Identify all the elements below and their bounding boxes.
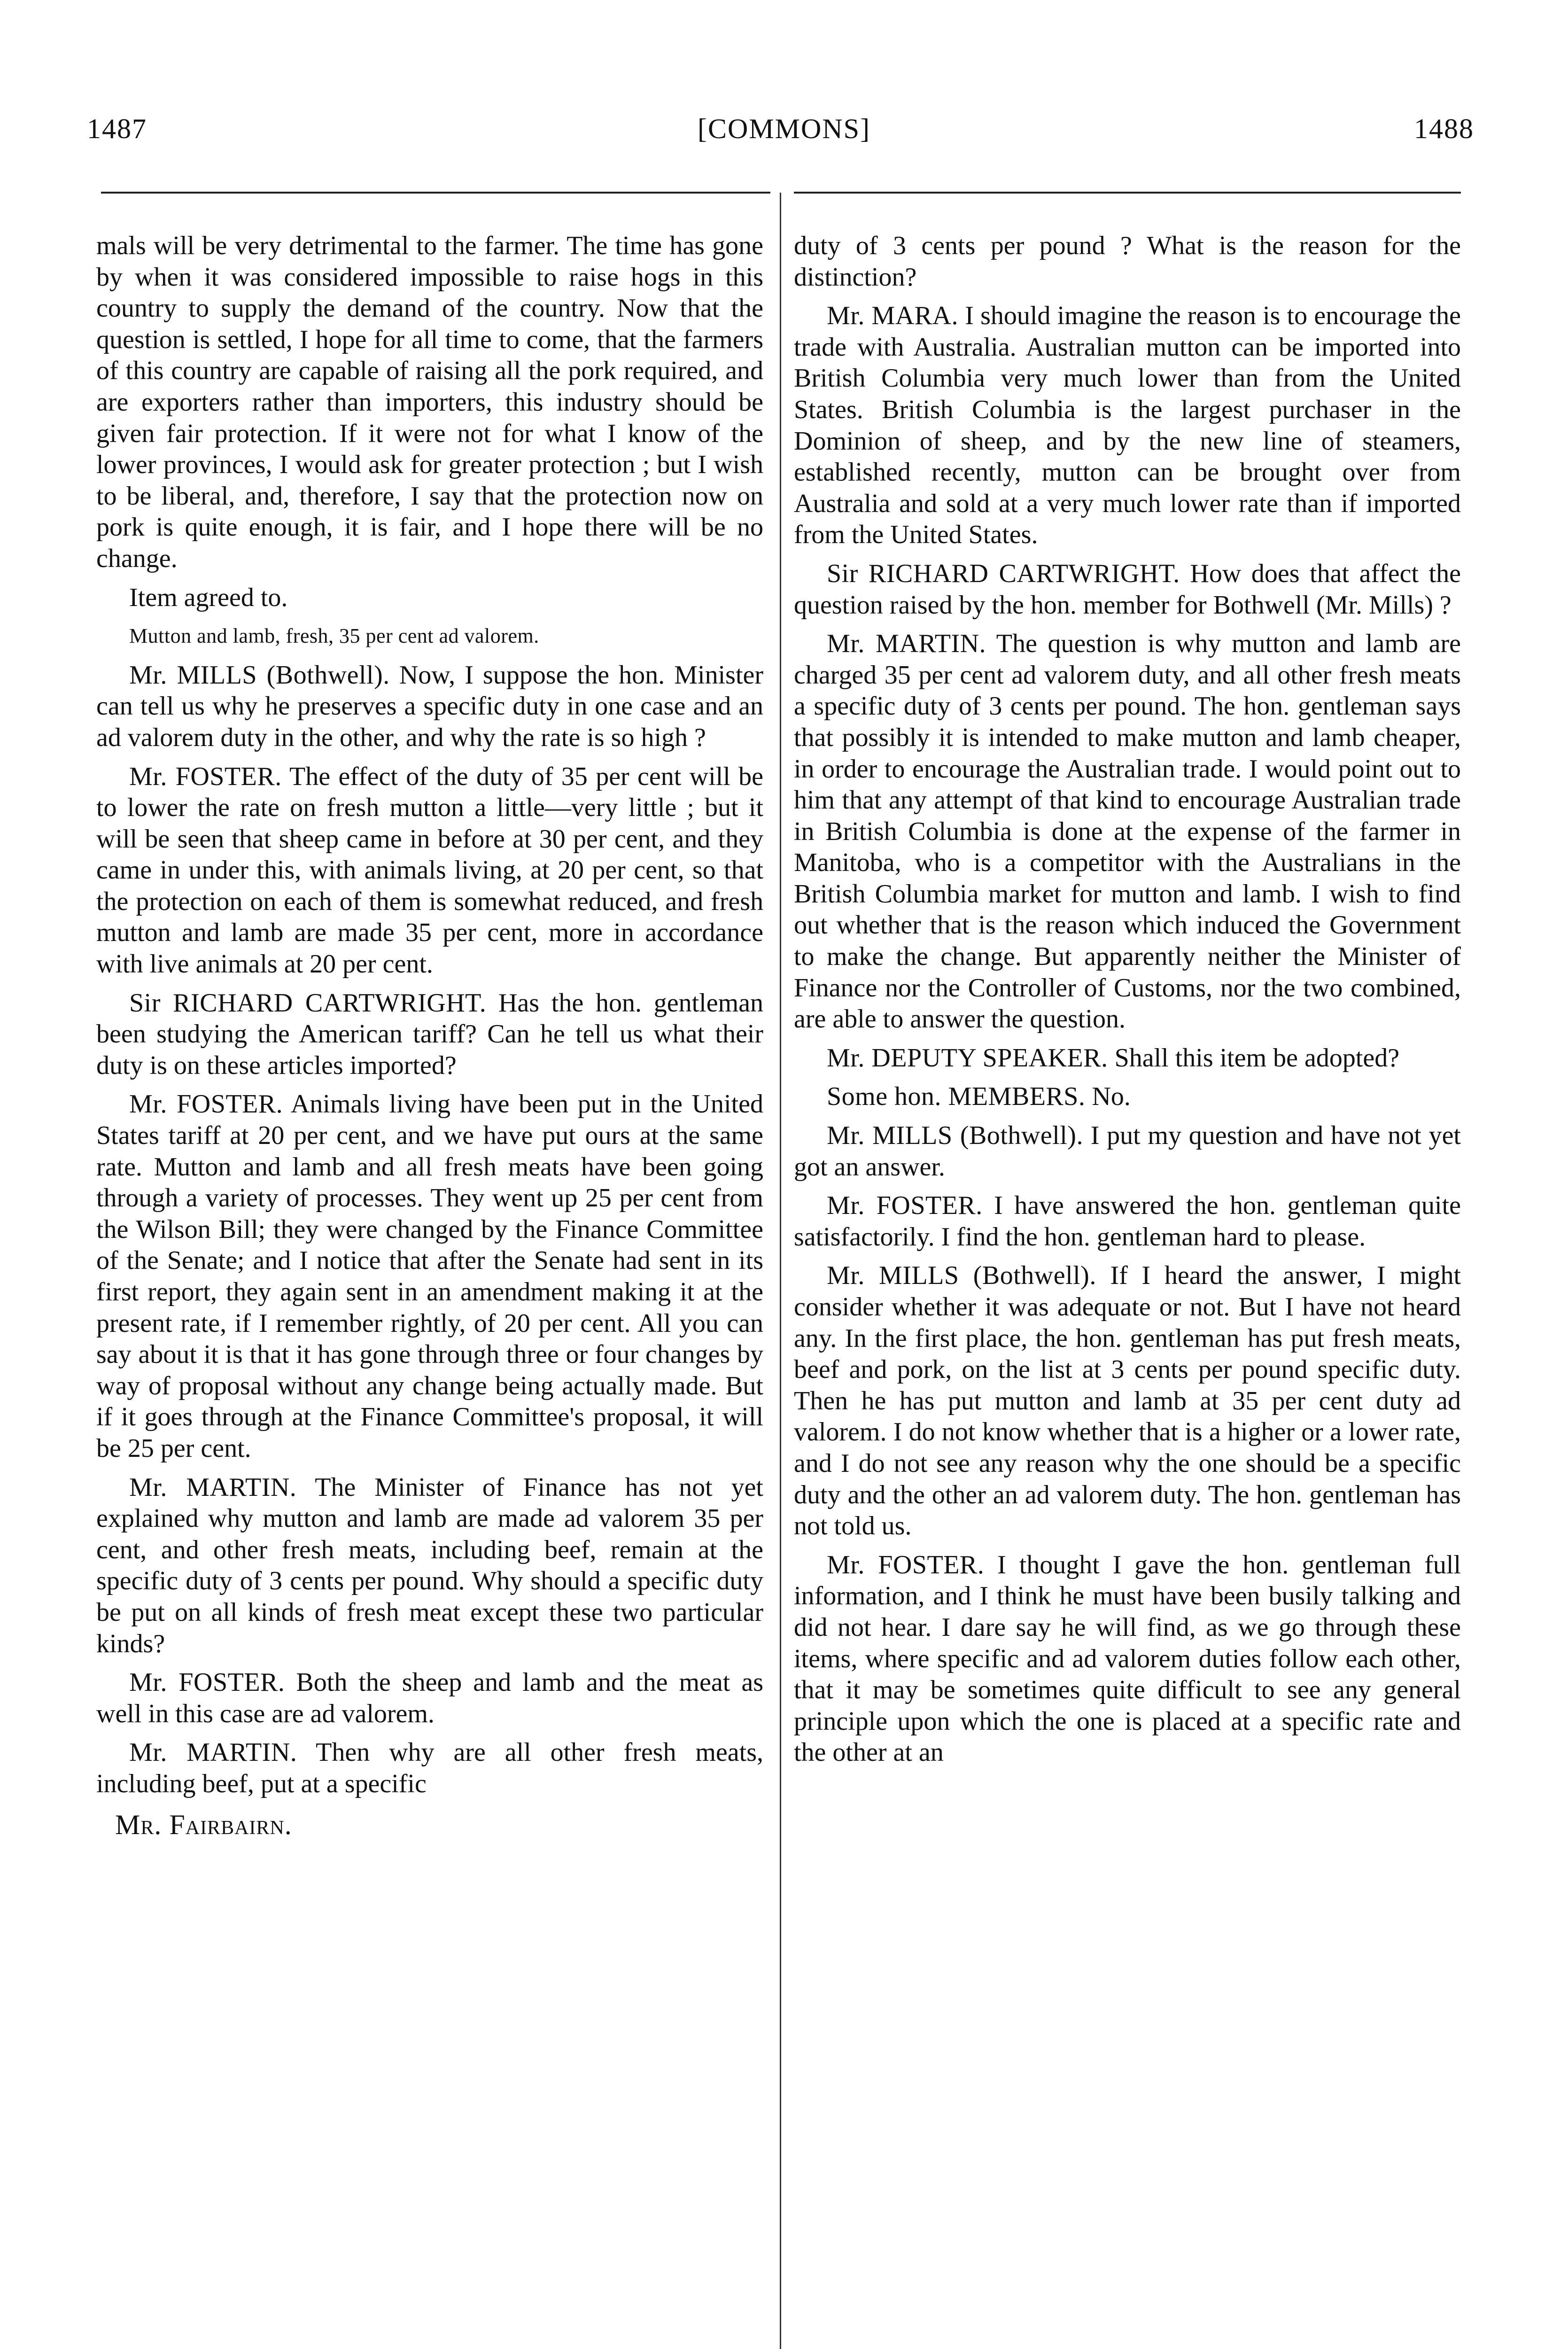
column-divider xyxy=(780,193,781,2349)
speaker-name: Mr. MARA. xyxy=(827,301,959,331)
speech xyxy=(96,1667,763,1729)
page-number-right: 1488 xyxy=(1414,113,1474,144)
speech-text: Shall this item be adopted? xyxy=(1114,1043,1400,1073)
header-rule-left xyxy=(101,192,770,194)
speech xyxy=(794,300,1461,551)
speech-text: I should imagine the reason is to encourage the trade with Australia. Australian mutton can be imported into British Columbia very much lower than from the United States. British Columbia is the largest purchaser in the Dominion of sheep, and by the new line of steamers, established recently, mutton can be brought over from Australia and sold at a very much lower rate than if imported from the United States. xyxy=(794,301,1461,550)
speech xyxy=(794,1190,1461,1252)
speech-text: Animals living have been put in the United States tariff at 20 per cent, and we have put ours at the same rate. Mutton and lamb and all fresh meats have been going through a variety of processes. They went up 25 per cent from the Wilson Bill; they were changed by the Finance Committee of the Senate; and I notice that after the Senate had sent in its first report, they again sent in an amendment making it at the present rate, if I remember rightly, of 20 per cent. All you can say about it is that it has gone through three or four changes by way of proposal without any change being actually made. But if it goes through at the Finance Committee's proposal, it will be 25 per cent. xyxy=(96,1089,763,1463)
right-column xyxy=(794,230,1461,1776)
paragraph-text: Item agreed to. xyxy=(129,583,288,612)
speech xyxy=(96,660,763,754)
speech xyxy=(96,1472,763,1660)
speaker-name: Mr. MARTIN. xyxy=(129,1738,297,1767)
speech-text: Has the hon. gentleman been studying the American tariff? Can he tell us what their duty is on these articles imported? xyxy=(96,988,763,1080)
speech xyxy=(794,1042,1461,1074)
speaker-name: Mr. DEPUTY SPEAKER. xyxy=(827,1043,1108,1073)
speaker-name: Mr. FOSTER. xyxy=(827,1550,985,1579)
speaker-name: Mr. MARTIN. xyxy=(129,1472,297,1502)
speech-text: I thought I gave the hon. gentleman full information, and I think he must have been busily talking and did not hear. I dare say he will find, as we go through these items, where specific and ad valorem duties follow each other, that it may be sometimes quite difficult to see any general principle upon which the one is placed at a specific rate and the other at an xyxy=(794,1550,1461,1767)
left-column xyxy=(96,230,763,1840)
speech xyxy=(794,1260,1461,1541)
speech-text: I have answered the hon. gentleman quite satisfactorily. I find the hon. gentleman hard to please. xyxy=(794,1191,1461,1252)
speaker-name: Mr. MILLS (Bothwell). xyxy=(827,1121,1083,1151)
speech xyxy=(794,558,1461,621)
page-header xyxy=(0,113,1568,169)
paragraph xyxy=(96,230,763,575)
speech xyxy=(794,628,1461,1035)
speech xyxy=(794,1120,1461,1182)
tariff-item-text: Mutton and lamb, fresh, 35 per cent ad valorem. xyxy=(129,624,539,648)
speaker-name: Mr. MILLS (Bothwell). xyxy=(129,660,390,690)
speech-text: No. xyxy=(1092,1082,1131,1112)
tariff-item xyxy=(96,621,763,652)
paragraph-text: mals will be very detrimental to the farmer. The time has gone by when it was considered impossible to raise hogs in this country to supply the demand of the country. Now that the question is settled, I hope for all time to come, that the farmers of this country are capable of raising all the pork required, and are exporters rather than importers, this industry should be given fair protection. If it were not for what I know of the lower provinces, I would ask for greater protection ; but I wish to be liberal, and, therefore, I say that the protection now on pork is quite enough, it is fair, and I hope there will be no change. xyxy=(96,231,763,573)
speech-text: The question is why mutton and lamb are charged 35 per cent ad valorem duty, and all other fresh meats a specific duty of 3 cents per pound. The hon. gentleman says that possibly it is intended to make mutton and lamb cheaper, in order to encourage the Australian trade. I would point out to him that any attempt of that kind to encourage Australian trade in British Columbia is done at the expense of the farmer in Manitoba, who is a competitor with the Australians in the British Columbia market for mutton and lamb. I wish to find out whether that is the reason which induced the Government to make the change. But apparently neither the Minister of Finance nor the Controller of Customs, nor the two combined, are able to answer the question. xyxy=(794,629,1461,1034)
speaker-name: Mr. MARTIN. xyxy=(827,629,986,659)
speech-text: The effect of the duty of 35 per cent will be to lower the rate on fresh mutton a little—very little ; but it will be seen that sheep came in before at 30 per cent, and they came in under this, with animals living, at 20 per cent, so that the protection on each of them is somewhat reduced, and fresh mutton and lamb are made 35 per cent, more in accordance with live animals at 20 per cent. xyxy=(96,762,763,979)
speech-text: How does that affect the question raised by the hon. member for Bothwell (Mr. Mills) ? xyxy=(794,559,1461,620)
speech-text: I put my question and have not yet got an answer. xyxy=(794,1121,1461,1182)
speech xyxy=(96,761,763,980)
paragraph xyxy=(96,582,763,614)
page-number-left: 1487 xyxy=(87,113,147,144)
speech-text: Then why are all other fresh meats, including beef, put at a specific xyxy=(96,1738,763,1798)
header-rule-right xyxy=(794,192,1461,194)
speaker-name: Mr. MILLS (Bothwell). xyxy=(827,1261,1096,1291)
speaker-name: Mr. FOSTER. xyxy=(129,1089,283,1119)
paragraph xyxy=(794,230,1461,293)
speaker-name: Mr. FOSTER. xyxy=(129,1668,285,1697)
paragraph-text: duty of 3 cents per pound ? What is the reason for the distinction? xyxy=(794,231,1461,292)
speaker-name: Some hon. MEMBERS. xyxy=(827,1082,1086,1112)
speaker-name: Mr. FOSTER. xyxy=(129,762,282,791)
speech xyxy=(96,1089,763,1464)
speaker-name: Mr. FOSTER. xyxy=(827,1191,983,1221)
speech-text: Both the sheep and lamb and the meat as well in this case are ad valorem. xyxy=(96,1668,763,1728)
speaker-name: Sir RICHARD CARTWRIGHT. xyxy=(129,988,487,1018)
speech xyxy=(794,1081,1461,1112)
running-title: [COMMONS] xyxy=(697,113,871,144)
speech-text: The Minister of Finance has not yet explained why mutton and lamb are made ad valorem 35 per cent, and other fresh meats, including beef, remain at the specific duty of 3 cents per pound. Why should a specific duty be put on all kinds of fresh meat except these two particular kinds? xyxy=(96,1472,763,1658)
speech xyxy=(96,988,763,1081)
speech-text: If I heard the answer, I might consider whether it was adequate or not. But I have not heard any. In the first place, the hon. gentleman has put fresh meats, beef and pork, on the list at 3 cents per pound specific duty. Then he has put mutton and lamb at 35 per cent duty ad valorem. I do not know whether that is a higher or a lower rate, and I do not see any reason why the one should be a specific duty and the other an ad valorem duty. The hon. gentleman has not told us. xyxy=(794,1261,1461,1541)
footer-signature: Mr. Fairbairn. xyxy=(115,1809,292,1840)
speech xyxy=(794,1549,1461,1768)
speech-text: Now, I suppose the hon. Minister can tell us why he preserves a specific duty in one case and an ad valorem duty in the other, and why the rate is so high ? xyxy=(96,660,763,752)
speech xyxy=(96,1737,763,1799)
speaker-name: Sir RICHARD CARTWRIGHT. xyxy=(827,559,1180,588)
